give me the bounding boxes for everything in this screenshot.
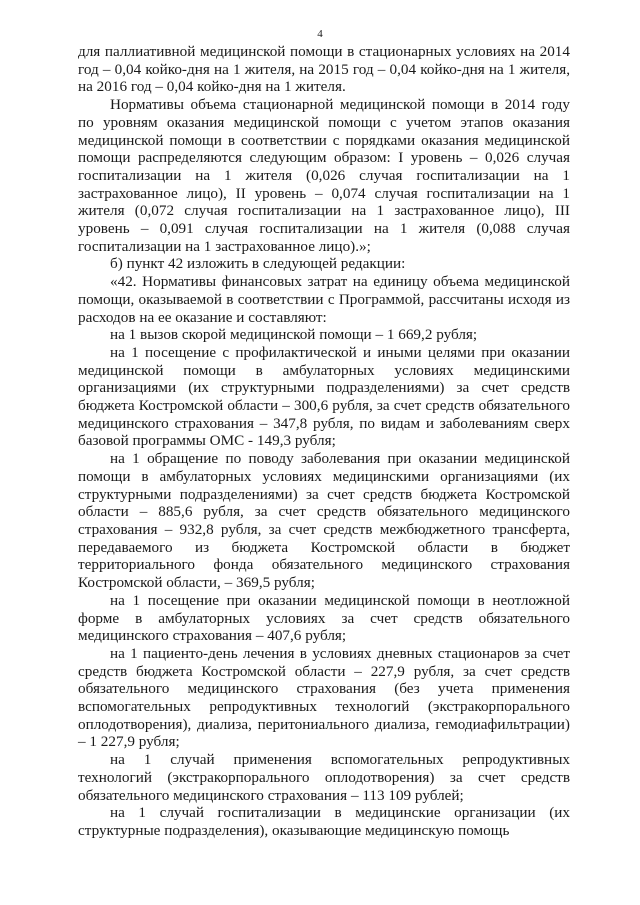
paragraph-day-hospital-cost: на 1 пациенто-день лечения в условиях дневных стационаров за счет средств бюджета Костромской области – 227,9 рубля, за счет средств обязательного медицинского страхования (без учета применения вспомогательных репродуктивных технологий (экстракорпорального оплодотворения), диализа, перитониального диализа, гемодиафильтрации) – 1 227,9 рубля; bbox=[78, 644, 570, 751]
paragraph-disease-appeal-cost: на 1 обращение по поводу заболевания при оказании медицинской помощи в амбулаторных условиях медицинскими организациями (их структурными подразделениями) за счет средств бюджета Костромской области – 885,6 рубля, за счет средств обязательного медицинского страхования – 932,8 рубля, за счет средств межбюджетного трансферта, передаваемого из бюджета Костромской области в бюджет территориального фонда обязательного медицинского страхования Костромской области, – 369,5 рубля; bbox=[78, 450, 570, 592]
paragraph-preventive-visit-cost: на 1 посещение с профилактической и иными целями при оказании медицинской помощи в амбулаторных условиях медицинскими организациями (их структурными подразделениями) за счет средств бюджета Костромской области – 300,6 рубля, за счет средств обязательного медицинского страхования – 347,8 рубля, по видам и заболеваниям сверх базовой программы ОМС - 149,3 рубля; bbox=[78, 343, 570, 450]
paragraph-hospitalization-cost: на 1 случай госпитализации в медицинские организации (их структурные подразделения), оказывающие медицинскую помощь bbox=[78, 804, 570, 839]
paragraph-financial-norms-header: «42. Нормативы финансовых затрат на единицу объема медицинской помощи, оказываемой в соответствии с Программой, рассчитаны исходя из расходов на ее оказание и составляют: bbox=[78, 273, 570, 326]
document-body bbox=[78, 43, 570, 840]
paragraph-ambulance-call-cost: на 1 вызов скорой медицинской помощи – 1 669,2 рубля; bbox=[110, 326, 478, 344]
paragraph-inpatient-volume-norms: Нормативы объема стационарной медицинской помощи в 2014 году по уровням оказания медицинской помощи с учетом этапов оказания медицинской помощи в соответствии с порядками оказания медицинской помощи распределяются следующим образом: I уровень – 0,026 случая госпитализации на 1 жителя (0,026 случая госпитализации на 1 застрахованное лицо), II уровень – 0,074 случая госпитализации на 1 жителя (0,072 случая госпитализации на 1 застрахованное лицо), III уровень – 0,091 случая госпитализации на 1 жителя (0,088 случая госпитализации на 1 застрахованное лицо).»; bbox=[78, 96, 570, 255]
paragraph-urgent-visit-cost: на 1 посещение при оказании медицинской помощи в неотложной форме в амбулаторных условиях за счет средств обязательного медицинского страхования – 407,6 рубля; bbox=[78, 591, 570, 645]
page-number: 4 bbox=[317, 28, 323, 40]
paragraph-ivf-case-cost: на 1 случай применения вспомогательных репродуктивных технологий (экстракорпорального оплодотворения) за счет средств обязательного медицинского страхования – 113 109 рублей; bbox=[78, 751, 570, 804]
paragraph-item-42-intro: б) пункт 42 изложить в следующей редакции: bbox=[110, 255, 406, 273]
paragraph-palliative-norms: для паллиативной медицинской помощи в стационарных условиях на 2014 год – 0,04 койко-дня на 1 жителя, на 2015 год – 0,04 койко-дня на 1 жителя, на 2016 год – 0,04 койко-дня на 1 жителя. bbox=[78, 43, 570, 96]
